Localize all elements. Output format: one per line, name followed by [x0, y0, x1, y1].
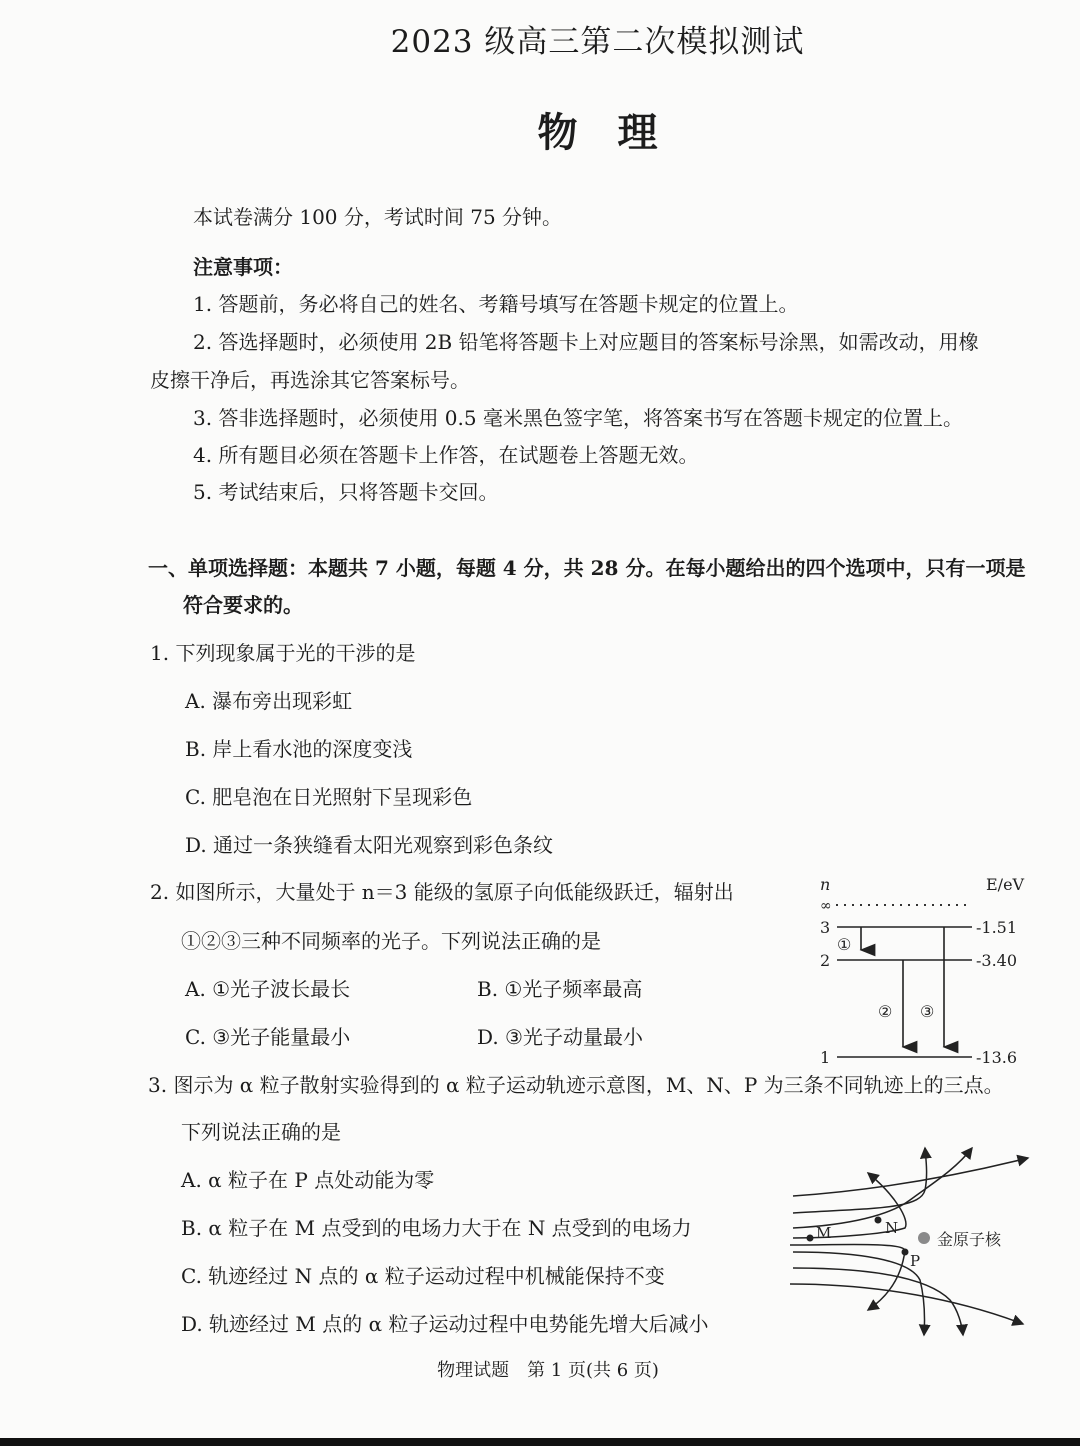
- arrow-label-1: ①: [837, 935, 852, 954]
- notice-item-cont: 皮擦干净后，再选涂其它答案标号。: [150, 368, 470, 392]
- q2-stem-cont: ①②③三种不同频率的光子。下列说法正确的是: [181, 929, 601, 953]
- label-m: M: [816, 1224, 832, 1242]
- exam-title: 2023 级高三第二次模拟测试: [390, 24, 805, 60]
- n-axis-label: n: [820, 875, 831, 894]
- q3-option-a: A. α 粒子在 P 点处动能为零: [181, 1168, 435, 1192]
- q2-option-c: C. ③光子能量最小: [185, 1025, 351, 1049]
- page-footer: 物理试题 第 1 页(共 6 页): [437, 1360, 659, 1381]
- level-energy: -1.51: [976, 918, 1018, 937]
- label-n: N: [885, 1219, 899, 1237]
- label-p: P: [910, 1252, 921, 1270]
- trajectory: [793, 1148, 972, 1228]
- q2-option-d: D. ③光子动量最小: [477, 1025, 643, 1049]
- trajectory: [790, 1284, 1023, 1324]
- q1-option-b: B. 岸上看水池的深度变浅: [185, 737, 413, 761]
- q1-stem: 1. 下列现象属于光的干涉的是: [150, 641, 416, 665]
- subject-title: 物 理: [537, 109, 658, 156]
- notice-item: 5. 考试结束后，只将答题卡交回。: [193, 480, 499, 504]
- q3-option-c: C. 轨迹经过 N 点的 α 粒子运动过程中机械能保持不变: [181, 1264, 665, 1288]
- q2-option-a: A. ①光子波长最长: [185, 977, 351, 1001]
- q2-option-b: B. ①光子频率最高: [477, 977, 643, 1001]
- nucleus-label: 金原子核: [937, 1230, 1002, 1249]
- q1-option-d: D. 通过一条狭缝看太阳光观察到彩色条纹: [185, 833, 554, 857]
- q1-option-c: C. 肥皂泡在日光照射下呈现彩色: [185, 785, 473, 809]
- notice-item: 2. 答选择题时，必须使用 2B 铅笔将答题卡上对应题目的答案标号涂黑，如需改动，用橡: [193, 330, 979, 354]
- level-energy: -3.40: [976, 951, 1018, 970]
- point-m: [807, 1235, 814, 1242]
- gold-nucleus-icon: [918, 1232, 930, 1244]
- point-p: [902, 1249, 909, 1256]
- energy-axis-label: E/eV: [986, 875, 1025, 894]
- point-n: [875, 1217, 882, 1224]
- q3-stem: 3. 图示为 α 粒子散射实验得到的 α 粒子运动轨迹示意图，M、N、P 为三条不同轨迹上的三点。: [148, 1073, 1004, 1097]
- level-n: 2: [820, 951, 831, 970]
- intro-text: 本试卷满分 100 分，考试时间 75 分钟。: [193, 205, 563, 229]
- q3-stem-cont: 下列说法正确的是: [181, 1120, 341, 1144]
- energy-level-diagram: [800, 860, 1050, 1080]
- notice-item: 4. 所有题目必须在答题卡上作答，在试题卷上答题无效。: [193, 443, 699, 467]
- section-heading: 一、单项选择题：本题共 7 小题，每题 4 分，共 28 分。在每小题给出的四个选项中，只有一项是: [148, 556, 1026, 580]
- arrow-label-3: ③: [920, 1002, 935, 1021]
- notice-item: 3. 答非选择题时，必须使用 0.5 毫米黑色签字笔，将答案书写在答题卡规定的位置上。: [193, 406, 963, 430]
- alpha-scattering-diagram: [780, 1130, 1060, 1350]
- level-n: 3: [820, 918, 831, 937]
- q1-option-a: A. 瀑布旁出现彩虹: [185, 689, 353, 713]
- q3-option-b: B. α 粒子在 M 点受到的电场力大于在 N 点受到的电场力: [181, 1216, 692, 1240]
- notice-heading: 注意事项：: [193, 255, 293, 279]
- section-heading-cont: 符合要求的。: [183, 593, 303, 617]
- notice-item: 1. 答题前，务必将自己的姓名、考籍号填写在答题卡规定的位置上。: [193, 292, 799, 316]
- q3-option-d: D. 轨迹经过 M 点的 α 粒子运动过程中电势能先增大后减小: [181, 1312, 709, 1336]
- level-n: 1: [820, 1048, 831, 1067]
- arrow-label-2: ②: [878, 1002, 893, 1021]
- scan-edge: [0, 1438, 1080, 1446]
- q2-stem: 2. 如图所示，大量处于 n＝3 能级的氢原子向低能级跃迁，辐射出: [150, 880, 734, 904]
- trajectory: [793, 1158, 1028, 1196]
- infinity-label: ∞: [820, 898, 832, 914]
- level-energy: -13.6: [976, 1048, 1018, 1067]
